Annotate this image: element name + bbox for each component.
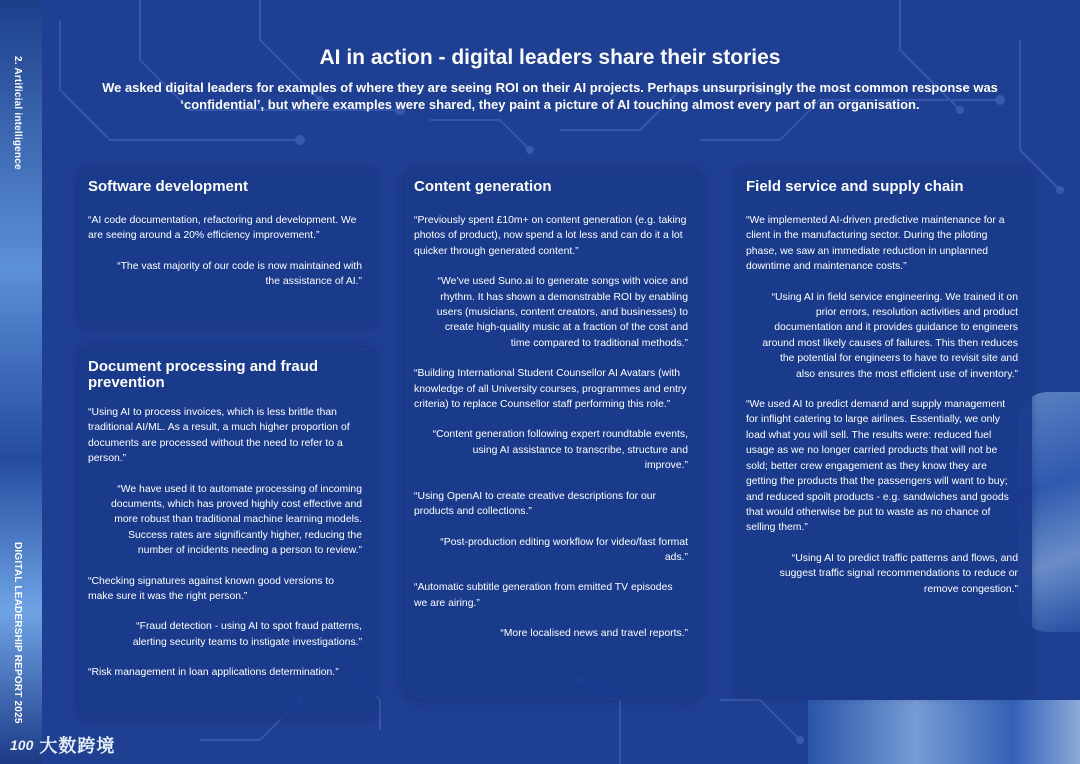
card-title: Content generation	[414, 178, 552, 195]
quote: “Risk management in loan applications determination.”	[88, 667, 339, 679]
quote: “We have used it to automate processing of incoming documents, which has proved highly cost effective and more robust than traditional machine learning models. Success rates are significantly higher, reducing the number of incidents needing a person to review.”	[110, 483, 362, 557]
quote: “Building International Student Counsellor AI Avatars (with knowledge of all University courses, programmes and entry criteria) to replace Counsellor staff performing this role.”	[414, 368, 687, 411]
card-software-development	[78, 169, 376, 327]
card-document-processing	[78, 347, 376, 719]
quote: “AI code documentation, refactoring and development. We are seeing around a 20% efficiency improvement.”	[88, 215, 357, 242]
quote: “Using AI in field service engineering. We trained it on prior errors, resolution activities and product documentation and it provides guidance to engineers around most likely causes of failures. This then reduces the potential for engineers to have to revisit site and also ensures the most efficient use of inventory.”	[762, 291, 1018, 380]
decorative-ice-image-bottom	[808, 700, 1080, 764]
logo-text: 大数跨境	[39, 736, 116, 756]
quote: “Using AI to predict traffic patterns and flows, and suggest traffic signal recommendations to reduce or remove congestion.”	[779, 552, 1018, 595]
card-field-service	[736, 169, 1032, 697]
section-label: 2. Artificial intelligence	[12, 56, 23, 170]
quote: “Post-production editing workflow for video/fast format ads.”	[440, 536, 688, 563]
quote: “Checking signatures against known good versions to make sure it was the right person.”	[88, 575, 335, 603]
quote: “More localised news and travel reports.”	[500, 628, 688, 640]
quote: “We implemented AI-driven predictive maintenance for a client in the manufacturing sector. During the piloting phase, we saw an immediate reduction in unplanned downtime and maintenance costs.”	[746, 215, 1005, 273]
report-label: DIGITAL LEADERSHIP REPORT 2025	[12, 542, 23, 724]
quote: “Automatic subtitle generation from emitted TV episodes we are airing.”	[414, 582, 673, 609]
page-subtitle: We asked digital leaders for examples of where they are seeing ROI on their AI projects. Perhaps unsurprisingly the most common response was ‘confidential’, but where examples were shared, they paint a picture of AI touching almost every part of an organisation.	[102, 80, 998, 112]
quote: “Previously spent £10m+ on content generation (e.g. taking photos of product), now spend a lot less and can do it a lot quicker through generated content.”	[414, 215, 687, 257]
quote: “The vast majority of our code is now maintained with the assistance of AI.”	[117, 260, 362, 288]
watermark-logo	[10, 732, 115, 758]
card-title: Field service and supply chain	[746, 178, 964, 195]
quote: “We’ve used Suno.ai to generate songs with voice and rhythm. It has shown a demonstrable ROI by enabling users (musicians, content creators, and businesses) to create high-quality music at a fraction of the cost and time compared to traditional methods.”	[436, 276, 688, 349]
card-title: Software development	[88, 178, 249, 195]
page-title: AI in action - digital leaders share their stories	[319, 46, 781, 69]
quote: “We used AI to predict demand and supply management for inflight catering to large airlines. Essentially, we only load what you will sell. The results were: reduced fuel usage as we no longer carried products that will not be sold; better crew engagement as they know they are getting the products that the passengers will want to buy; and reduced spoilt products - e.g. sandwiches and goods that would otherwise be put to waste as no chance of selling them.”	[746, 399, 1009, 534]
card-title: Document processing and fraud prevention	[88, 358, 319, 391]
quote: “Using OpenAI to create creative descriptions for our products and collections.”	[414, 490, 656, 518]
quote: “Using AI to process invoices, which is less brittle than traditional AI/ML. As a result, a much higher proportion of documents are processed without the need to refer to a person.”	[88, 407, 350, 465]
card-content-generation	[404, 169, 702, 700]
quote: “Fraud detection - using AI to spot fraud patterns, alerting security teams to instigate investigations.”	[132, 621, 362, 648]
quote: “Content generation following expert roundtable events, using AI assistance to transcribe, structure and improve.”	[432, 429, 688, 472]
logo-mark-icon: 100	[10, 737, 34, 753]
